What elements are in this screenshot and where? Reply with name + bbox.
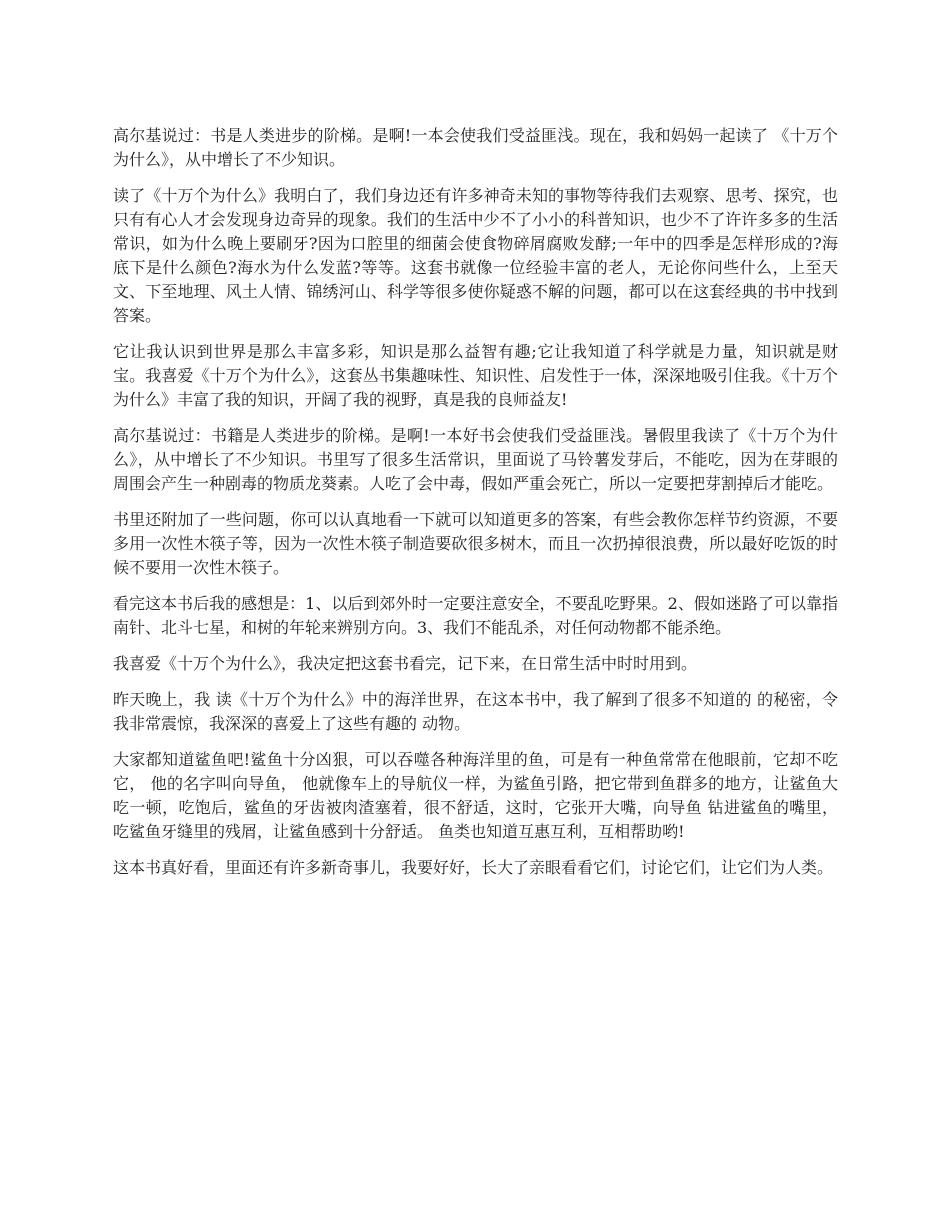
paragraph-3: 它让我认识到世界是那么丰富多彩，知识是那么益智有趣;它让我知道了科学就是力量，知识就是财宝。我喜爱《十万个为什么》，这套丛书集趣味性、知识性、启发性于一体，深深地吸引住我。《十万个为什么》丰富了我的知识，开阔了我的视野，真是我的良师益友! — [113, 342, 838, 409]
paragraph-1: 高尔基说过：书是人类进步的阶梯。是啊!一本会使我们受益匪浅。现在，我和妈妈一起读了 《十万个为什么》，从中增长了不少知识。 — [113, 126, 838, 169]
paragraph-8: 昨天晚上，我 读《十万个为什么》中的海洋世界，在这本书中，我了解到了很多不知道的 的秘密，令我非常震惊，我深深的喜爱上了这些有趣的 动物。 — [113, 690, 838, 733]
paragraph-4: 高尔基说过：书籍是人类进步的阶梯。是啊!一本好书会使我们受益匪浅。暑假里我读了《十万个为什么》，从中增长了不少知识。书里写了很多生活常识，里面说了马铃薯发芽后，不能吃，因为在芽眼的周围会产生一种剧毒的物质龙葵素。人吃了会中毒，假如严重会死亡，所以一定要把芽割掉后才能吃。 — [113, 426, 838, 493]
paragraph-10: 这本书真好看，里面还有许多新奇事儿，我要好好，长大了亲眼看看它们，讨论它们，让它们为人类。 — [113, 858, 834, 877]
paragraph-6: 看完这本书后我的感想是：1、以后到郊外时一定要注意安全，不要乱吃野果。2、假如迷路了可以靠指南针、北斗七星，和树的年轮来辨别方向。3、我们不能乱杀，对任何动物都不能杀绝。 — [113, 594, 838, 637]
paragraph-9: 大家都知道鲨鱼吧!鲨鱼十分凶狠，可以吞噬各种海洋里的鱼，可是有一种鱼常常在他眼前，它却不吃它， 他的名字叫向导鱼， 他就像车上的导航仪一样，为鲨鱼引路，把它带到鱼群多的地方，让鲨鱼大吃一顿，吃饱后，鲨鱼的牙齿被肉渣塞着，很不舒适，这时，它张开大嘴，向导鱼 钻进鲨鱼的嘴里，吃鲨鱼牙缝里的残屑，让鲨鱼感到十分舒适。 鱼类也知道互惠互利，互相帮助哟! — [113, 750, 838, 841]
paragraph-5: 书里还附加了一些问题，你可以认真地看一下就可以知道更多的答案，有些会教你怎样节约资源，不要多用一次性木筷子等，因为一次性木筷子制造要砍很多树木，而且一次扔掉很浪费，所以最好吃饭的时候不要用一次性木筷子。 — [113, 510, 838, 577]
paragraph-2: 读了《十万个为什么》我明白了，我们身边还有许多神奇未知的事物等待我们去观察、思考、探究，也只有有心人才会发现身边奇异的现象。我们的生活中少不了小小的科普知识，也少不了许许多多的生活常识，如为什么晚上要刷牙?因为口腔里的细菌会使食物碎屑腐败发酵;一年中的四季是怎样形成的?海底下是什么颜色?海水为什么发蓝?等等。这套书就像一位经验丰富的老人，无论你问些什么，上至天文、下至地理、风土人情、锦绣河山、科学等很多使你疑惑不解的问题，都可以在这套经典的书中找到答案。 — [113, 186, 838, 325]
document-body — [113, 124, 838, 892]
paragraph-7: 我喜爱《十万个为什么》，我决定把这套书看完，记下来，在日常生活中时时用到。 — [113, 654, 698, 673]
